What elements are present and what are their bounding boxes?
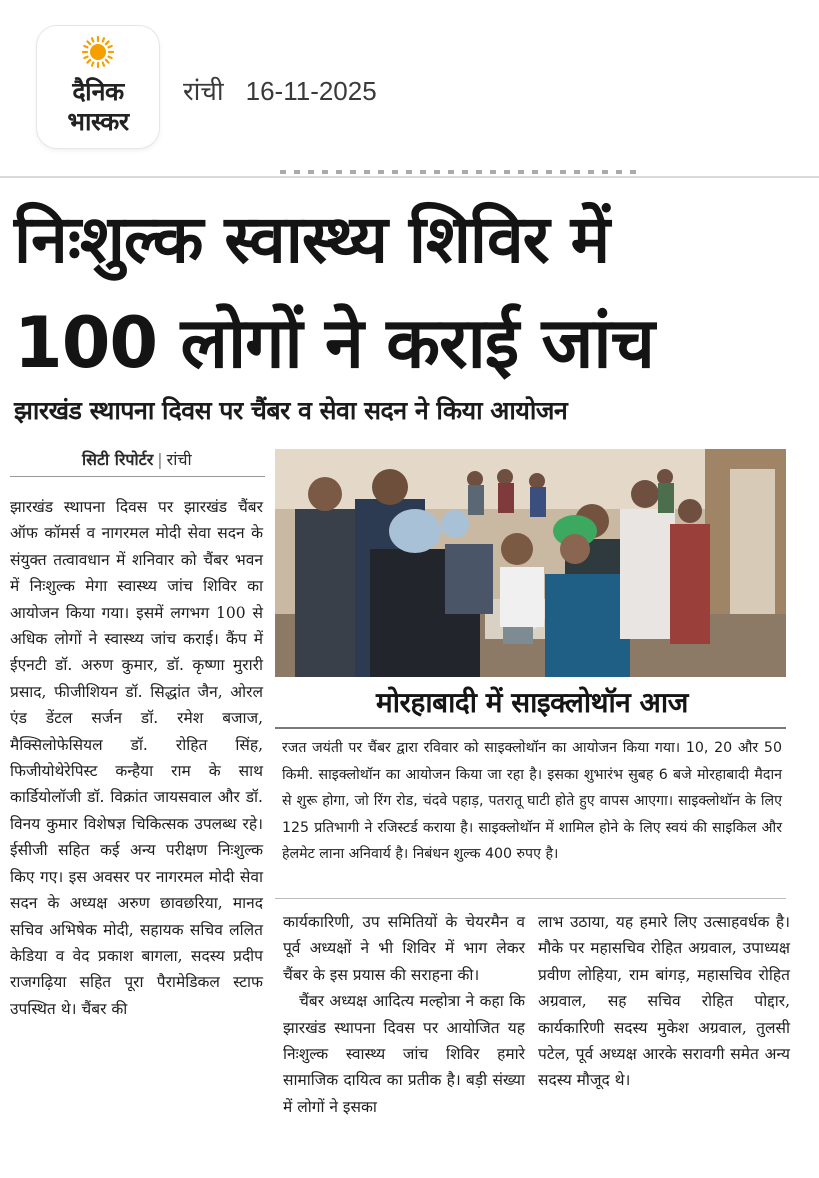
sidebar-body: रजत जयंती पर चैंबर द्वारा रविवार को साइक्लोथॉन का आयोजन किया गया। 10, 20 और 50 किमी. साइक्लोथॉन का आयोजन किया जा रहा है। इसका शुभारंभ सुबह 6 बजे मोरहाबादी मैदान से शुरू होगा, जो रिंग रोड, चंदवे पहाड़, पतरातू घाटी होते हुए वापस आएगा। साइक्लोथॉन के लिए 125 प्रतिभागी ने रजिस्टर्ड कराया है। साइक्लोथॉन में शामिल होने के लिए स्वयं की साइकिल और हेलमेट लाना अनिवार्य है। निबंधन शुल्क 400 रुपए है। <box>282 740 782 863</box>
column-2-para-1: कार्यकारिणी, उप समितियों के चेयरमैन व पूर्व अध्यक्षों ने भी शिविर में भाग लेकर चैंबर के इस प्रयास की सराहना की। <box>283 913 525 984</box>
edition-city: रांची <box>183 76 224 106</box>
column-2-para-2: चैंबर अध्यक्ष आदित्य मल्होत्रा ने कहा कि झारखंड स्थापना दिवस पर आयोजित यह निःशुल्क स्वास्थ्य जांच शिविर हमारे सामाजिक दायित्व का प्रतीक है। बड़ी संख्या में लोगों ने इसका <box>283 992 525 1116</box>
sun-icon <box>82 36 114 68</box>
headline-line1: निःशुल्क स्वास्थ्य शिविर में <box>14 201 610 278</box>
sidebar-rule <box>275 727 786 729</box>
subheadline: झारखंड स्थापना दिवस पर चैंबर व सेवा सदन ने किया आयोजन <box>14 396 568 425</box>
article-column-3 <box>538 909 790 1094</box>
clipping-cut-edge <box>280 170 640 174</box>
app-header <box>0 0 819 175</box>
logo-line1: दैनिक <box>72 77 124 106</box>
header-divider <box>0 176 819 178</box>
camp-photo-illustration <box>275 449 786 677</box>
logo-line2: भास्कर <box>67 107 129 136</box>
edition-meta <box>183 72 377 108</box>
edition-date: 16-11-2025 <box>245 76 377 106</box>
headline-line2: 100 लोगों ने कराई जांच <box>14 302 654 384</box>
article-column-2 <box>283 909 525 1120</box>
column-1-text: झारखंड स्थापना दिवस पर झारखंड चैंबर ऑफ कॉमर्स व नागरमल मोदी सेवा सदन के संयुक्त तत्वावधान में शनिवार को चैंबर भवन में निःशुल्क मेगा स्वास्थ्य जांच शिविर का आयोजन किया गया। इसमें लगभग 100 से अधिक लोगों ने स्वास्थ्य जांच कराई। कैंप में ईएनटी डॉ. अरुण कुमार, डॉ. कृष्णा मुरारी प्रसाद, फीजीशियन डॉ. सिद्धांत जैन, ओरल एंड डेंटल सर्जन डॉ. रमेश बजाज, मैक्सिलोफेसियल डॉ. रोहित सिंह, फिजीयोथेरेपिस्ट कन्हैया राम के साथ कार्डियोलॉजी डॉ. विक्रांत जायसवाल और डॉ. विनय कुमार विशेषज्ञ चिकित्सक उपलब्ध रहे। ईसीजी सहित कई अन्य परीक्षण निःशुल्क किए गए। इस अवसर पर नागरमल मोदी सेवा सदन के अध्यक्ष अरुण छावछरिया, मानद सचिव अभिषेक मोदी, सहायक सचिव ललित केडिया व वेद प्रकाश बागला, सदस्य प्रदीप राजगढ़िया सहित पूरा पैरामेडिकल स्टाफ उपस्थित थे। चैंबर की <box>10 498 263 1018</box>
byline-rule <box>10 476 265 477</box>
byline-separator: | <box>157 450 163 469</box>
sidebar-bottom-rule <box>275 898 786 899</box>
byline-city: रांची <box>166 450 192 469</box>
byline <box>82 448 192 470</box>
news-photo <box>275 449 786 677</box>
dainik-bhaskar-logo[interactable] <box>37 26 159 148</box>
byline-reporter: सिटी रिपोर्टर <box>82 450 154 469</box>
article-column-1 <box>10 494 263 1022</box>
sidebar-headline: मोरहाबादी में साइक्लोथॉन आज <box>376 686 688 719</box>
column-3-text: लाभ उठाया, यह हमारे लिए उत्साहवर्धक है। मौके पर महासचिव रोहित अग्रवाल, उपाध्यक्ष प्रवीण लोहिया, राम बांगड़, महासचिव रोहित अग्रवाल, सह सचिव रोहित पोद्दार, कार्यकारिणी सदस्य मुकेश अग्रवाल, तुलसी पटेल, पूर्व अध्यक्ष आरके सरावगी समेत अन्य सदस्य मौजूद थे। <box>538 913 790 1090</box>
